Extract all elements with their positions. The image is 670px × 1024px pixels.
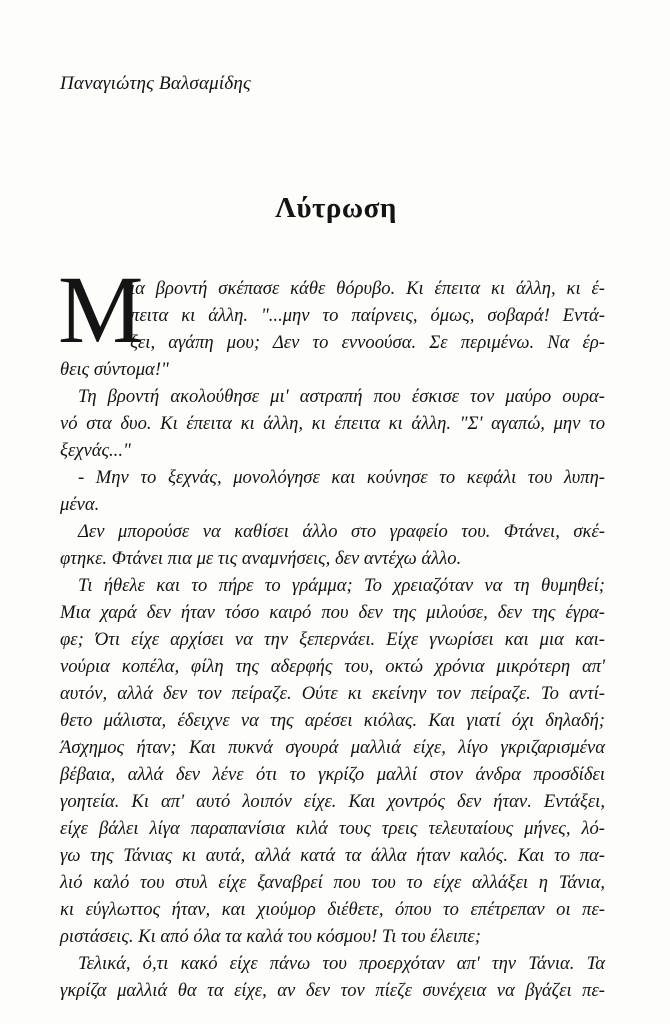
text-line: - Μην το ξεχνάς, μονολόγησε και κούνησε το κεφάλι του λυπη- <box>78 467 605 488</box>
text-line: Τελικά, ό,τι κακό είχε πάνω του προερχόταν απ' την Τάνια. Τα <box>78 953 605 974</box>
text-line: γκρίζα μαλλιά θα τα είχε, αν δεν τον πίεζε συνέχεια να βγάζει πε- <box>60 980 605 1001</box>
text-line: Τι ήθελε και το πήρε το γράμμα; Το χρειαζόταν να τη θυμηθεί; <box>78 575 605 596</box>
text-line: γω της Τάνιας κι αυτά, αλλά κατά τα άλλα ήταν καλός. Και το πα- <box>60 845 605 866</box>
text-line: πειτα κι άλλη. "...μην το παίρνεις, όμως, σοβαρά! Εντά- <box>130 305 605 326</box>
text-line: λιό καλό του στυλ είχε ξαναβρεί που του το είχε αλλάξει η Τάνια, <box>60 872 605 893</box>
text-line: κι εύγλωττος ήταν, και χιούμορ διέθετε, όπου το επέτρεπαν οι πε- <box>60 899 605 920</box>
text-line: Μια χαρά δεν ήταν τόσο καιρό που δεν της μιλούσε, δεν της έγρα- <box>60 602 605 623</box>
text-line: ξεχνάς..." <box>60 440 131 461</box>
text-line: ριστάσεις. Κι από όλα τα καλά του κόσμου! Τι του έλειπε; <box>60 926 481 947</box>
text-line: φε; Ότι είχε αρχίσει να την ξεπερνάει. Είχε γνωρίσει και μια και- <box>60 629 605 650</box>
text-line: νό στα δυο. Κι έπειτα κι άλλη, κι έπειτα κι άλλη. "Σ' αγαπώ, μην το <box>60 413 605 434</box>
text-line: είχε βάλει λίγα παραπανίσια κιλά τους τρεις τελευταίους μήνες, λό- <box>60 818 605 839</box>
text-line: μένα. <box>60 494 100 515</box>
text-line: βέβαια, αλλά δεν λένε ότι το γκρίζο μαλλί στον άνδρα προσδίδει <box>60 764 605 785</box>
running-header-author: Παναγιώτης Βαλσαμίδης <box>60 73 251 94</box>
text-line: φτηκε. Φτάνει πια με τις αναμνήσεις, δεν αντέχω άλλο. <box>60 548 462 569</box>
text-line: Τη βροντή ακολούθησε μι' αστραπή που έσκισε τον μαύρο ουρα- <box>78 386 605 407</box>
chapter-title: Λύτρωση <box>275 192 397 224</box>
text-line: ια βροντή σκέπασε κάθε θόρυβο. Κι έπειτα κι άλλη, κι έ- <box>130 278 605 299</box>
text-line: νούρια κοπέλα, φίλη της αδερφής του, οκτώ χρόνια μικρότερη απ' <box>60 656 605 677</box>
text-line: θεις σύντομα!" <box>60 359 169 380</box>
text-line: αυτόν, αλλά δεν τον πείραζε. Ούτε κι εκείνην τον πείραζε. Το αντί- <box>60 683 605 704</box>
text-line: θετο μάλιστα, έδειχνε να της αρέσει κιόλας. Και γιατί όχι δηλαδή; <box>60 710 605 731</box>
text-line: Δεν μπορούσε να καθίσει άλλο στο γραφείο του. Φτάνει, σκέ- <box>78 521 605 542</box>
text-line: Άσχημος ήταν; Και πυκνά σγουρά μαλλιά είχε, λίγο γκριζαρισμένα <box>60 737 605 758</box>
text-line: γοητεία. Κι απ' αυτό λοιπόν είχε. Και χοντρός δεν ήταν. Εντάξει, <box>60 791 605 812</box>
drop-cap-initial: Μ <box>58 256 144 363</box>
text-line: ξει, αγάπη μου; Δεν το εννοούσα. Σε περιμένω. Να έρ- <box>130 332 605 353</box>
